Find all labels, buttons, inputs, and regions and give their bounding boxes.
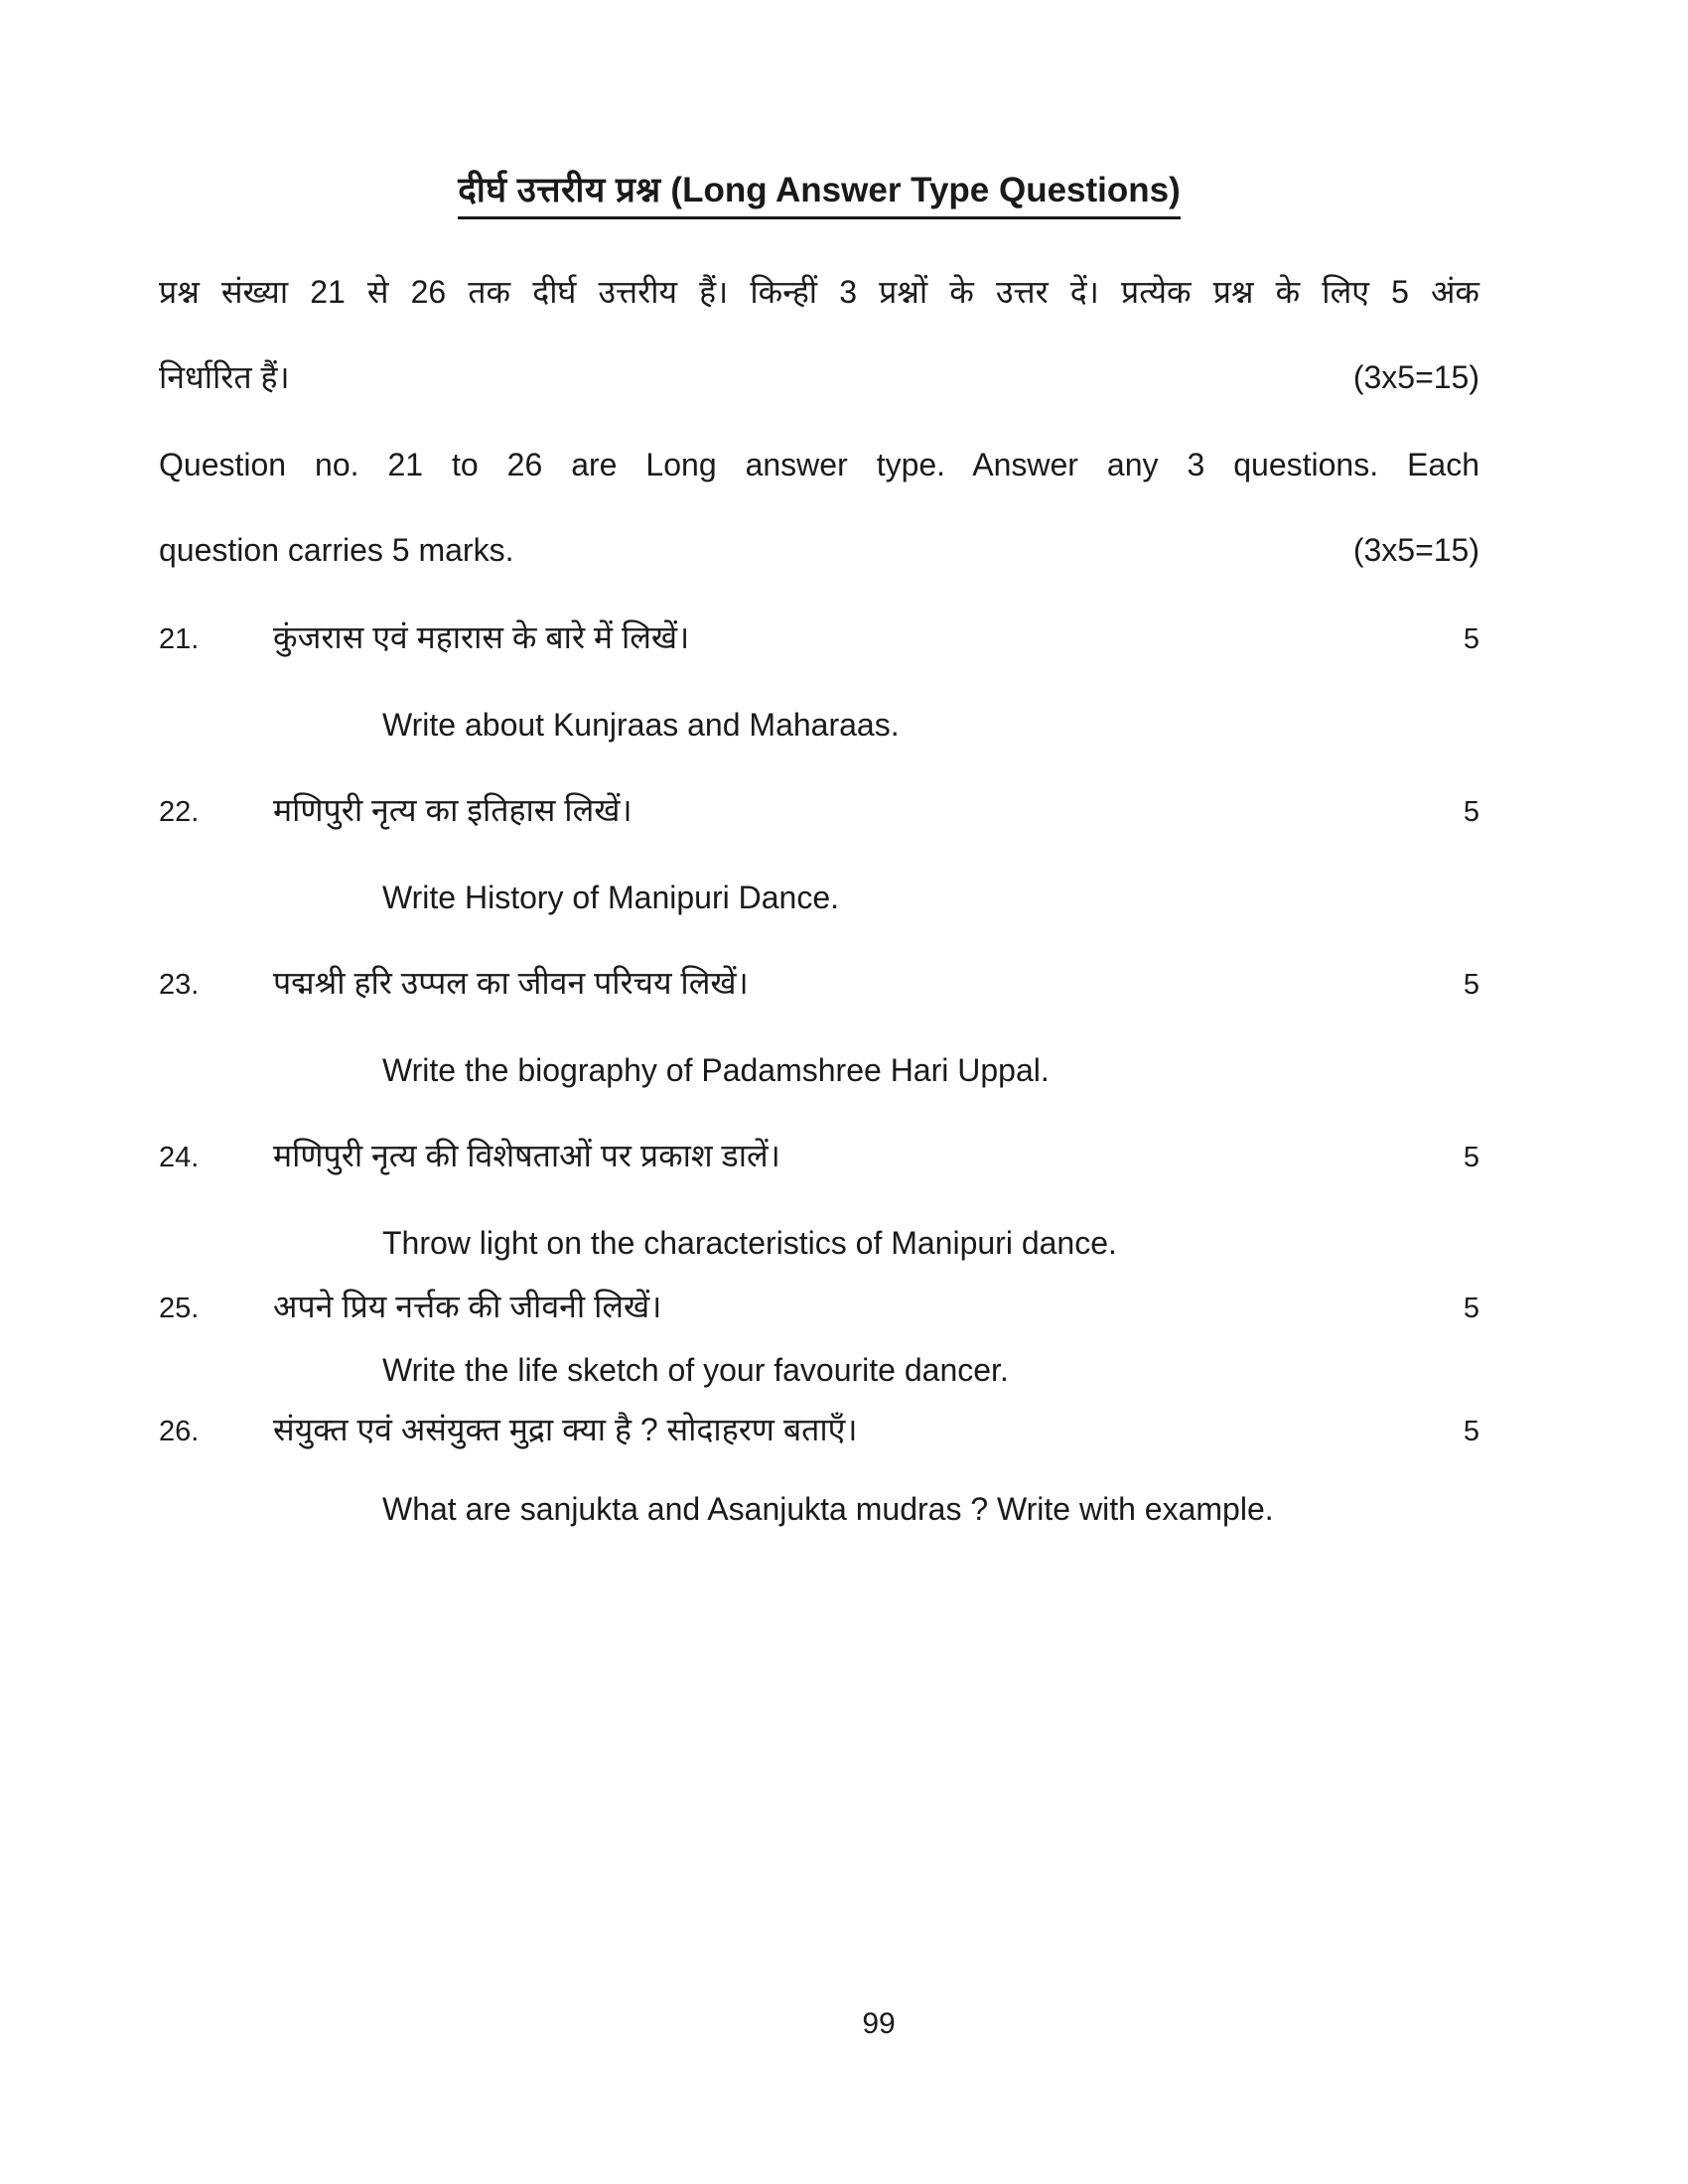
question-marks: 5: [1463, 796, 1479, 828]
question-23-english-row: Write the biography of Padamshree Hari Uppal.: [382, 1052, 1050, 1088]
question-number: 24.: [159, 1142, 200, 1173]
question-text-hindi: अपने प्रिय नर्त्तक की जीवनी लिखें।: [273, 1289, 662, 1324]
question-marks: 5: [1463, 623, 1479, 655]
instructions-english-line2-row: [159, 529, 1479, 571]
instructions-english-line2: question carries 5 marks.: [159, 532, 514, 568]
question-text-hindi: कुंजरास एवं महारास के बारे में लिखें।: [273, 619, 690, 655]
instructions-hindi-line2-row: [159, 356, 1479, 398]
question-23-hindi-row: [159, 962, 1479, 1004]
question-22-hindi-row: [159, 789, 1479, 831]
question-text-hindi: मणिपुरी नृत्य की विशेषताओं पर प्रकाश डालें।: [273, 1138, 780, 1173]
section-title: [458, 171, 1181, 219]
page-number: 99: [862, 2007, 896, 2040]
instructions-hindi-line1: प्रश्न संख्या 21 से 26 तक दीर्घ उत्तरीय हैं। किन्हीं 3 प्रश्नों के उत्तर दें। प्रत्येक प्रश्न के लिए 5 अंक: [159, 274, 1479, 310]
question-21-english-row: Write about Kunjraas and Maharaas.: [382, 707, 900, 743]
instructions-english-line1: Question no. 21 to 26 are Long answer type. Answer any 3 questions. Each: [159, 447, 1479, 482]
question-24-hindi-row: [159, 1135, 1479, 1176]
question-marks: 5: [1463, 1142, 1479, 1173]
question-text-hindi: मणिपुरी नृत्य का इतिहास लिखें।: [273, 792, 633, 828]
question-number: 26.: [159, 1416, 200, 1447]
question-22-english-row: Write History of Manipuri Dance.: [382, 880, 839, 915]
question-text-hindi: संयुक्त एवं असंयुक्त मुद्रा क्या है ? सोदाहरण बताएँ।: [273, 1412, 858, 1447]
question-26-hindi-row: [159, 1409, 1479, 1450]
question-26-english-row: What are sanjukta and Asanjukta mudras ? Write with example.: [382, 1491, 1274, 1527]
instructions-hindi-line2: निर्धारित हैं।: [159, 359, 290, 395]
question-marks: 5: [1463, 1416, 1479, 1447]
question-24-english-row: Throw light on the characteristics of Manipuri dance.: [382, 1225, 1117, 1261]
question-marks: 5: [1463, 1293, 1479, 1324]
question-number: 25.: [159, 1293, 200, 1324]
question-number: 23.: [159, 969, 200, 1001]
section-title-english: (Long Answer Type Questions): [670, 171, 1181, 209]
question-21-hindi-row: [159, 616, 1479, 658]
question-text-hindi: पद्मश्री हरि उप्पल का जीवन परिचय लिखें।: [273, 965, 749, 1001]
section-title-hindi: दीर्घ उत्तरीय प्रश्न: [458, 171, 661, 209]
section-title-row: [159, 171, 1479, 219]
instructions-english-total-marks: (3x5=15): [1352, 532, 1479, 568]
question-25-hindi-row: [159, 1286, 1479, 1327]
question-marks: 5: [1463, 969, 1479, 1001]
question-number: 22.: [159, 796, 200, 828]
question-25-english-row: Write the life sketch of your favourite dancer.: [382, 1352, 1009, 1388]
instructions-hindi-total-marks: (3x5=15): [1352, 359, 1479, 395]
question-list: [159, 616, 1479, 1530]
question-number: 21.: [159, 623, 200, 655]
